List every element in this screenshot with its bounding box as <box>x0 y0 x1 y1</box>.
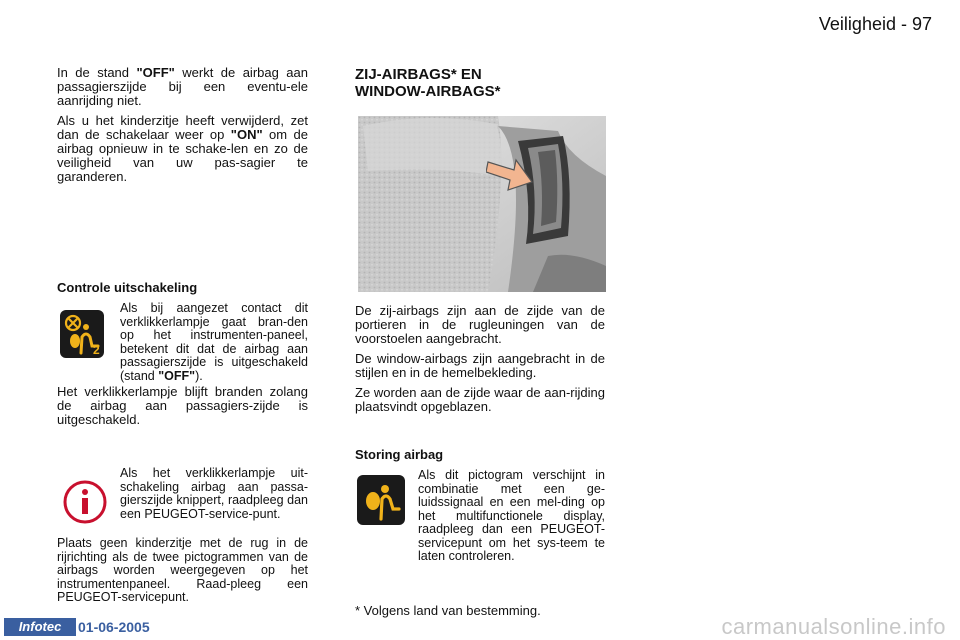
control-after: Het verklikkerlampje blijft branden zolang de airbag aan passagiers-zijde is uitgeschakeld. <box>57 384 308 427</box>
title-line: WINDOW-AIRBAGS* <box>355 83 501 100</box>
airbag-fault-icon <box>357 475 405 525</box>
paragraph-on <box>57 114 308 184</box>
text: ). <box>195 368 203 383</box>
paragraph: Ze worden aan de zijde waar de aan-rijding plaatsvindt opgeblazen. <box>355 385 605 414</box>
text: Als bij aangezet contact dit verklikkerlampje gaat bran-den op het instrumenten-paneel, betekent dit dat de airbag aan passagierszijde is uitgeschakeld (stand <box>120 301 308 383</box>
left-intro <box>57 66 308 190</box>
paragraph: De window-airbags zijn aangebracht in de stijlen en in de hemelbekleding. <box>355 351 605 380</box>
control-text <box>120 302 308 383</box>
paragraph: De zij-airbags zijn aan de zijde van de portieren in de rugleuningen van de voorstoelen aangebracht. <box>355 303 605 346</box>
off-label: "OFF" <box>136 65 175 80</box>
on-label: "ON" <box>230 127 263 142</box>
text: In de stand <box>57 65 137 80</box>
section-title <box>355 66 501 100</box>
info-icon <box>62 476 108 528</box>
text: Als u het kinderzitje heeft verwijderd, zet dan de schakelaar weer op <box>57 113 308 142</box>
blink-text: Als het verklikkerlampje uit-schakeling airbag aan passa-gierszijde knippert, raadpleeg dan een PEUGEOT-service-punt. <box>120 466 308 521</box>
airbag-off-icon <box>60 310 104 358</box>
footer-date: 01-06-2005 <box>78 619 150 635</box>
footnote: * Volgens land van bestemming. <box>355 603 541 618</box>
fault-text: Als dit pictogram verschijnt in combinatie met een ge-luidssignaal en een mel-ding op het multifunctionele display, raadpleeg dan een PEUGEOT-servicepunt om het sys-teem te laten controleren. <box>418 468 605 563</box>
page-header: Veiligheid - 97 <box>818 14 932 34</box>
text: om de airbag opnieuw in te schake-len en zo de veiligheid van uw pas-sagier te garanderen. <box>57 127 308 184</box>
infotec-logo: Infotec <box>4 618 76 636</box>
arrow-icon <box>486 154 534 194</box>
svg-text:2: 2 <box>93 343 100 355</box>
text: werkt de airbag aan passagierszijde bij een eventu-ele aanrijding niet. <box>57 65 308 108</box>
seat-photo <box>358 116 606 292</box>
title-line: ZIJ-AIRBAGS* EN <box>355 66 482 83</box>
fault-title: Storing airbag <box>355 447 444 462</box>
paragraph-off <box>57 66 308 108</box>
fault-text-lead <box>418 469 605 564</box>
control-title: Controle uitschakeling <box>57 280 198 295</box>
watermark: carmanualsonline.info <box>721 614 946 639</box>
right-text <box>355 304 605 420</box>
off-label: "OFF" <box>158 368 196 383</box>
warning-text: Plaats geen kinderzitje met de rug in de rijrichting als de twee pictogrammen van de airbags worden weergegeven op het instrumentenpaneel. Raad-pleeg een PEUGEOT-servicepunt. <box>57 536 308 604</box>
